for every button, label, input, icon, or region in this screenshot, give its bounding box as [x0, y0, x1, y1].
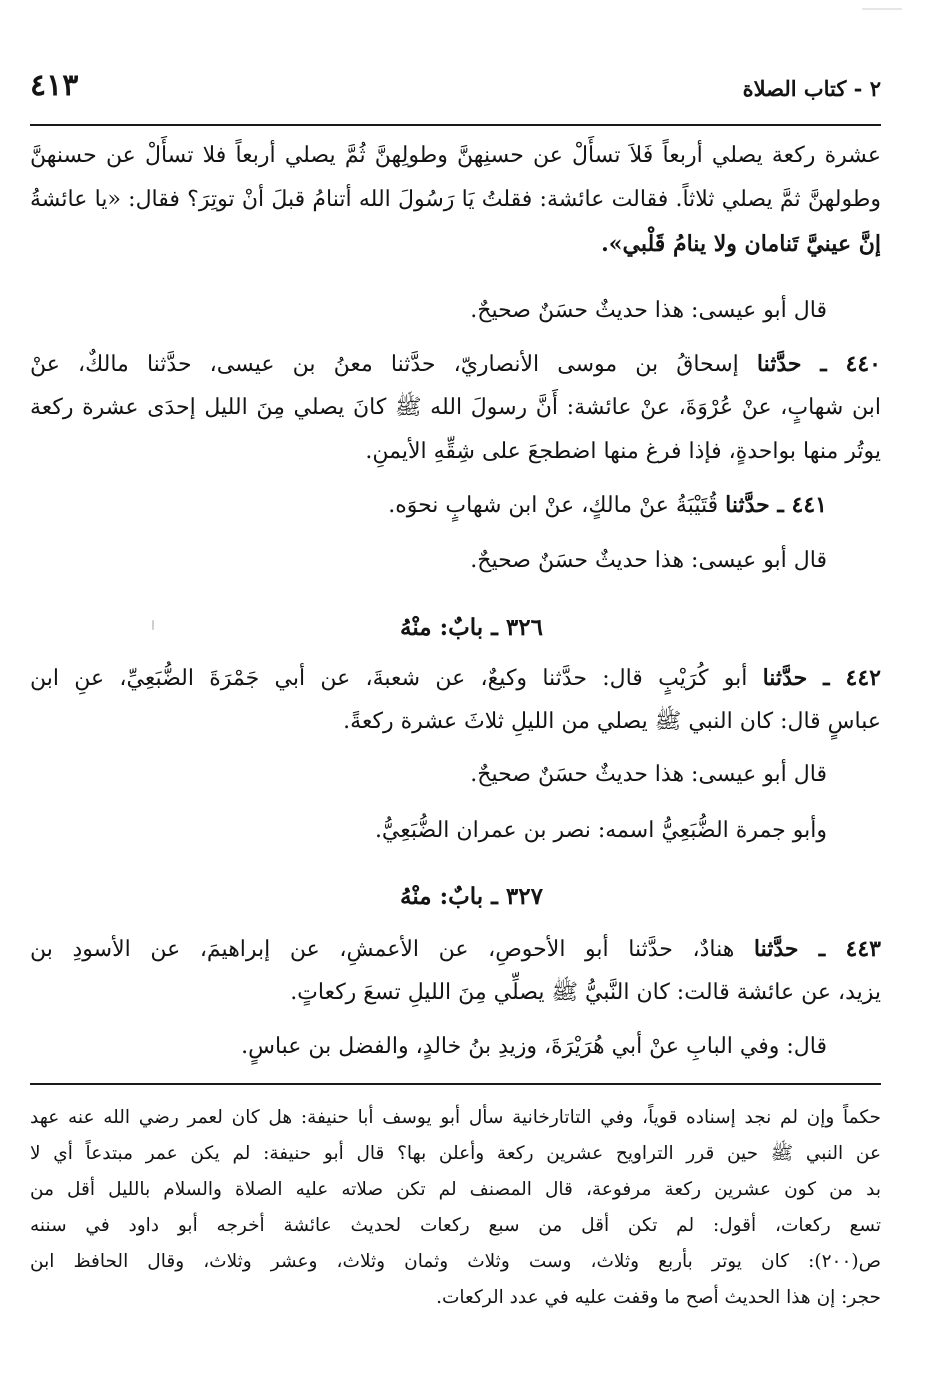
- hadith-441-label: ٤٤١ ـ حدَّثنا: [725, 492, 827, 518]
- narrator-note: وأبو جمرة الضُّبَعِيُّ اسمه: نصر بن عمران الضُّبَعِيُّ.: [374, 818, 827, 843]
- hadith-440-line-1: [30, 347, 881, 382]
- hadith-443-text-1: هنادٌ، حدَّثنا أبو الأحوصِ، عن الأعمشِ، عن إبراهيمَ، عن الأسودِ بن: [30, 937, 735, 962]
- hadith-441-line: [388, 488, 827, 523]
- footnote-line-1: حكماً وإن لم نجد إسناده قوياً، وفي التاتارخانية سأل أبو يوسف أبا حنيفة: هل كان لعمر رضي الله عنه عهد: [30, 1107, 881, 1128]
- footnote-line-6: حجر: إن هذا الحديث أصح ما وقفت عليه في عدد الركعات.: [436, 1287, 881, 1308]
- hadith-440-line-3: يوتُر منها بواحدةٍ، فإذا فرغ منها اضطجعَ على شِقِّهِ الأيمنِ.: [365, 439, 881, 464]
- hadith-443-label: ٤٤٣ ـ حدَّثنا: [753, 936, 881, 962]
- page-number: ٤١٣: [30, 68, 79, 103]
- header-divider: [30, 124, 881, 126]
- grading-statement: قال أبو عيسى: هذا حديثٌ حسَنٌ صحيحٌ.: [470, 762, 827, 787]
- grading-statement: قال أبو عيسى: هذا حديثٌ حسَنٌ صحيحٌ.: [470, 298, 827, 323]
- footnote-line-4: تسع ركعات، أقول: لم تكن أقل من سبع ركعات لحديث عائشة أخرجه أبو داود في سننه: [30, 1215, 881, 1236]
- hadith-443-line-2: يزيد، عن عائشة قالت: كان النَّبيُّ ﷺ يصلِّي مِنَ الليلِ تسعَ ركعاتٍ.: [290, 980, 881, 1005]
- hadith-442-text-1: أبو كُرَيْبٍ قال: حدَّثنا وكيعٌ، عن شعبةَ، عن أبي جَمْرَةَ الضُّبَعِيِّ، عنِ ابن: [30, 666, 748, 691]
- grading-statement: قال أبو عيسى: هذا حديثٌ حسَنٌ صحيحٌ.: [470, 548, 827, 573]
- running-header-title: ٢ - كتاب الصلاة: [742, 76, 881, 101]
- chapter-reference-note: قال: وفي البابِ عنْ أبي هُرَيْرَةَ، وزيدِ بنُ خالدٍ، والفضل بن عباسٍ.: [241, 1034, 827, 1059]
- footnote-divider: [30, 1083, 881, 1085]
- scan-speck: [152, 620, 154, 630]
- hadith-442-line-2: عباسٍ قال: كان النبي ﷺ يصلي من الليلِ ثلاثَ عشرة ركعةً.: [343, 709, 881, 734]
- scan-speck: [862, 8, 902, 10]
- continuation-line-1: عشرة ركعة يصلي أربعاً فَلاَ تسأَلْ عن حسنِهنَّ وطولِهنَّ ثُمَّ يصلي أربعاً فلا تسأَلْ عن حسنهنَّ: [30, 143, 881, 168]
- hadith-441-text: قُتَيْبَةُ عنْ مالكٍ، عنْ ابن شهابٍ نحوَه.: [388, 493, 719, 518]
- footnote-line-3: بد من كون عشرين ركعة مرفوعة، قال المصنف لم تكن صلاته عليه الصلاة والسلام بالليل أقل من: [30, 1179, 881, 1200]
- hadith-442-line-1: [30, 661, 881, 696]
- footnote-line-2: عن النبي ﷺ حين قرر التراويح عشرين ركعة وأعلن بها؟ قال أبو حنيفة: لم يكن عمر مبتدعاً أي لا: [30, 1143, 881, 1164]
- chapter-heading-326: ٣٢٦ ـ بابٌ: منْهُ: [400, 614, 543, 641]
- hadith-442-label: ٤٤٢ ـ حدَّثنا: [762, 665, 881, 691]
- hadith-443-line-1: [30, 932, 881, 967]
- continuation-line-2: وطولهنَّ ثمَّ يصلي ثلاثاً. فقالت عائشة: فقلتُ يَا رَسُولَ الله أتنامُ قبلَ أنْ توتِرَ؟ فقال: «يا عائشةُ: [30, 187, 881, 212]
- chapter-heading-327: ٣٢٧ ـ بابٌ: منْهُ: [400, 883, 543, 910]
- continuation-line-3: إنَّ عينيَّ تَنامان ولا ينامُ قَلْبي».: [601, 231, 881, 257]
- hadith-440-line-2: ابن شهابٍ، عنْ عُرْوَةَ، عنْ عائشة: أَنَّ رسولَ الله ﷺ كانَ يصلي مِنَ الليل إحدَى عشرة ركعة: [30, 395, 881, 420]
- hadith-440-text-1: إسحاقُ بن موسى الأنصاريّ، حدَّثنا معنُ بن عيسى، حدَّثنا مالكٌ، عنْ: [30, 352, 739, 377]
- footnote-line-5: ص(٢٠٠): كان يوتر بأربع وثلاث، وست وثلاث وثمان وثلاث، وعشر وثلاث، وقال الحافظ ابن: [30, 1251, 881, 1272]
- hadith-440-label: ٤٤٠ ـ حدَّثنا: [756, 351, 881, 377]
